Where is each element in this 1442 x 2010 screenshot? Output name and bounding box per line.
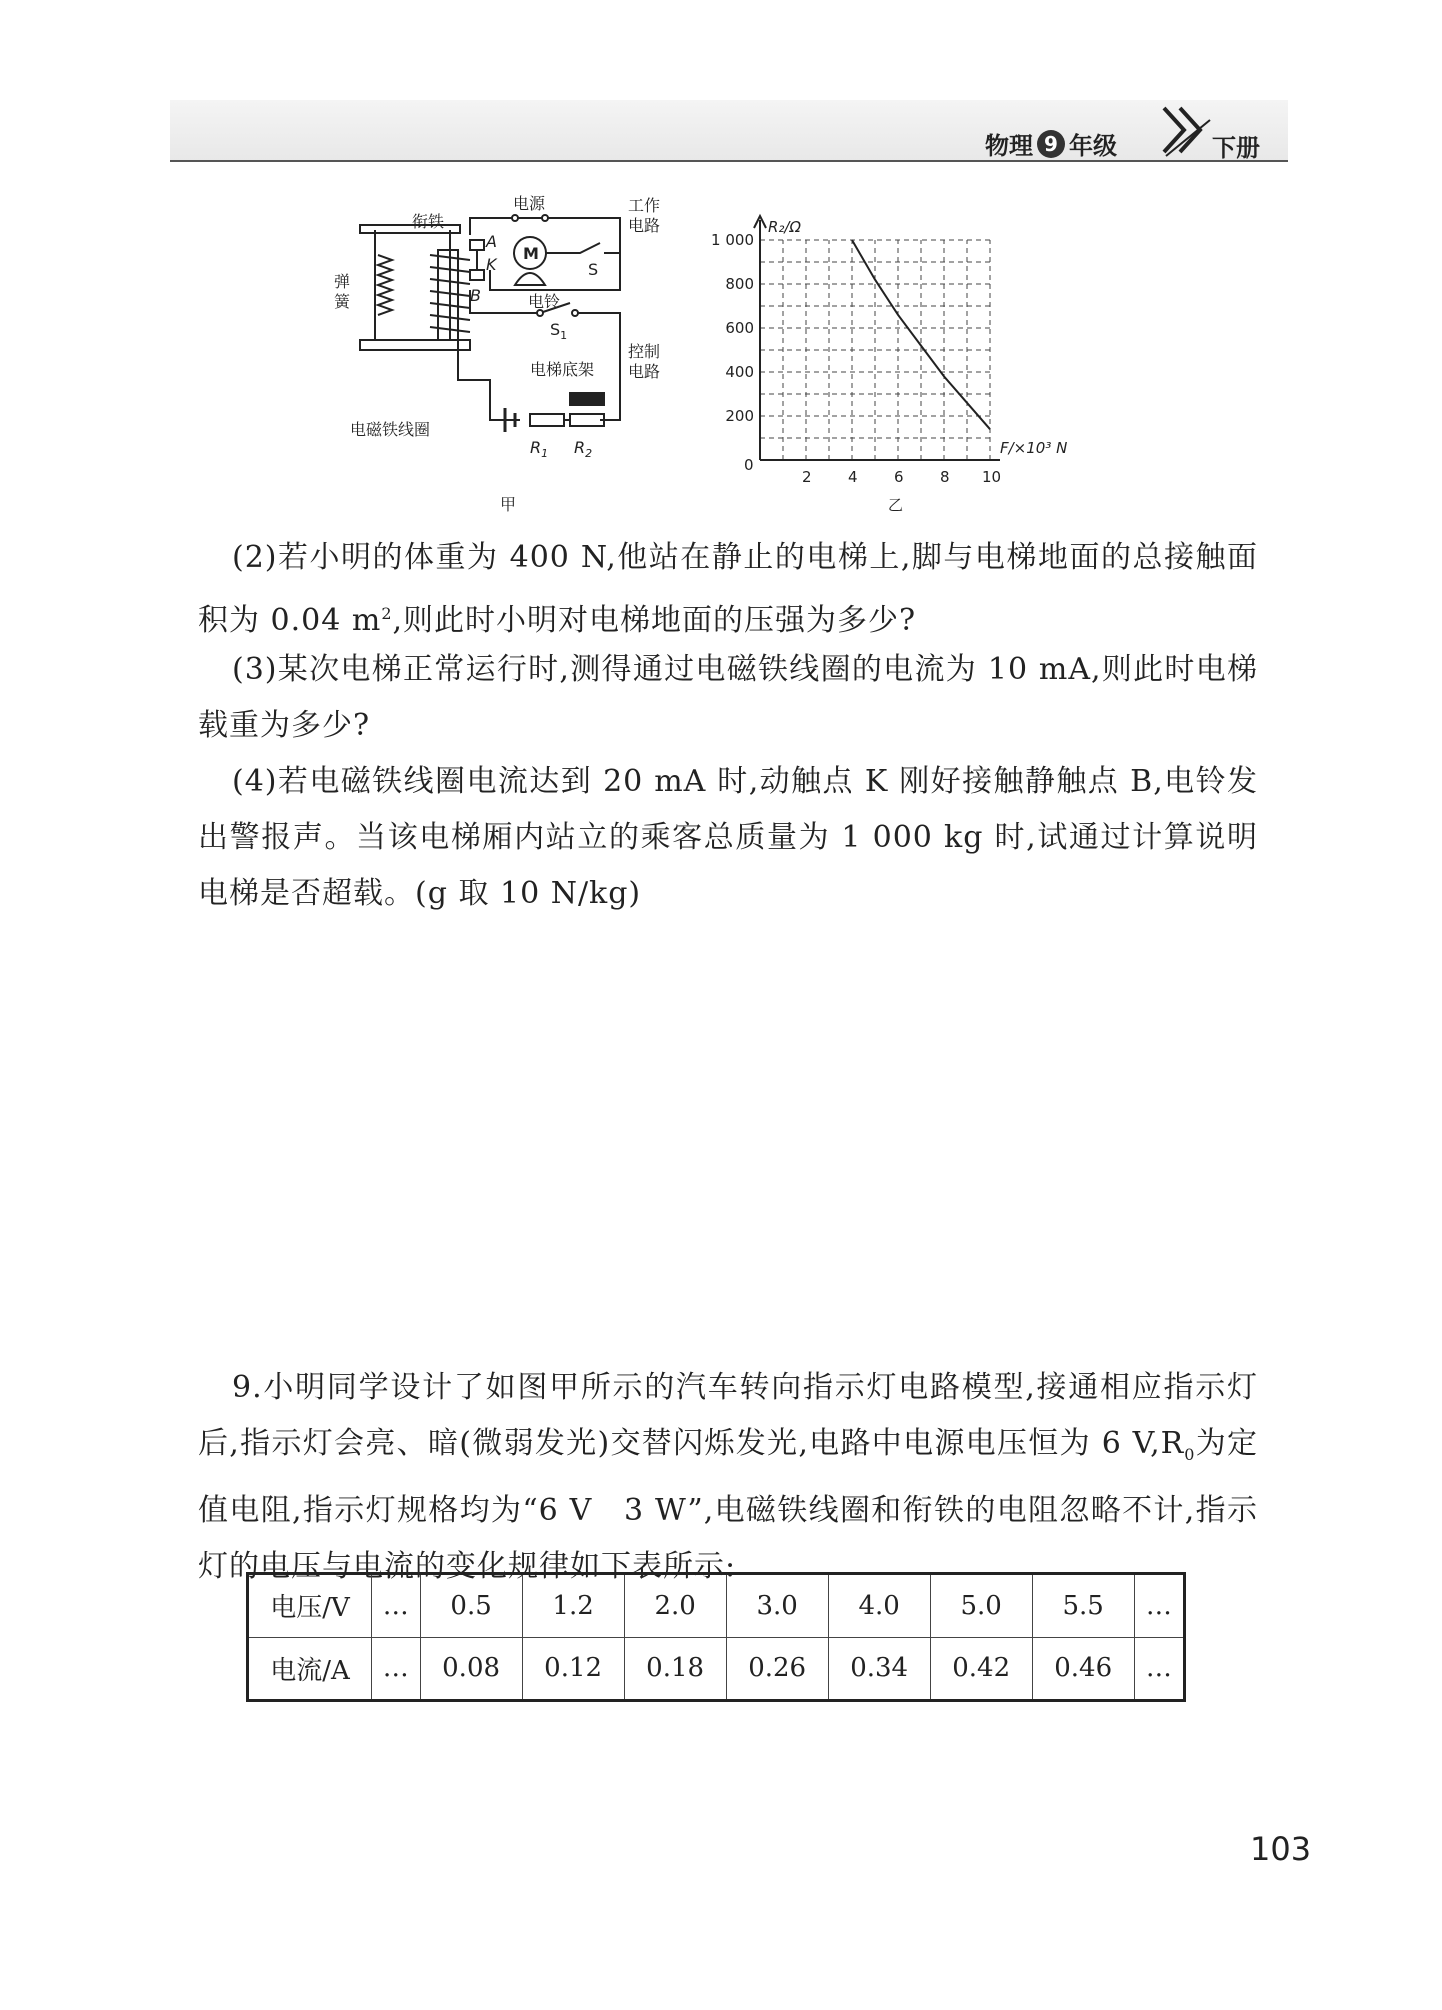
- y-tick-label: 400: [725, 363, 754, 381]
- table-cell: 0.5: [420, 1574, 522, 1638]
- question-3-text: (3)某次电梯正常运行时,测得通过电磁铁线圈的电流为 10 mA,则此时电梯载重为多少?: [198, 652, 1258, 743]
- question-9-subscript: 0: [1184, 1445, 1196, 1464]
- table-cell: 4.0: [828, 1574, 930, 1638]
- spring-label: 簧: [334, 292, 351, 311]
- question-2-text-end: ,则此时小明对电梯地面的压强为多少?: [392, 603, 917, 638]
- svg-text:S1: [550, 320, 567, 342]
- table-cell: 0.18: [624, 1637, 726, 1701]
- question-9-text-end: 为定值电阻,指示灯规格均为“6 V 3 W”,电磁铁线圈和衔铁的电阻忽略不计,指示灯的电压与电流的变化规律如下表所示:: [198, 1426, 1258, 1584]
- chart-y-label: R₂/Ω: [768, 218, 801, 236]
- grade-label: 年级: [1069, 132, 1117, 160]
- row-header: 电压/V: [248, 1574, 372, 1638]
- table-cell: 2.0: [624, 1574, 726, 1638]
- power-terminal: [512, 215, 518, 221]
- switch-s1-subscript: 1: [560, 329, 568, 342]
- table-cell: 0.12: [522, 1637, 624, 1701]
- control-circuit-label: 控制: [628, 342, 661, 361]
- question-3: [198, 642, 1258, 754]
- x-tick-label: 8: [940, 468, 950, 486]
- spring-label: 弹: [334, 272, 351, 291]
- x-tick-label: 2: [802, 468, 812, 486]
- table-row: [248, 1574, 1185, 1638]
- switch-s1-label: S: [550, 320, 561, 339]
- y-tick-label: 600: [725, 319, 754, 337]
- chart-origin-label: 0: [744, 456, 754, 474]
- chart-x-label: F/×10³ N: [1000, 439, 1068, 457]
- control-circuit-label: 电路: [628, 362, 661, 381]
- power-source-label: 电源: [513, 195, 546, 213]
- header-band: [170, 100, 1288, 162]
- figure-caption-jia: 甲: [500, 495, 517, 514]
- table-cell: 5.5: [1032, 1574, 1134, 1638]
- page-number: 103: [1250, 1830, 1312, 1868]
- volume-label: 下册: [1212, 134, 1260, 162]
- table-cell: 0.42: [930, 1637, 1032, 1701]
- circuit-diagram: [330, 195, 700, 525]
- x-tick-label: 4: [848, 468, 858, 486]
- table-cell: …: [1134, 1574, 1184, 1638]
- contact-b-label: B: [470, 286, 481, 305]
- question-2: [198, 530, 1258, 649]
- x-tick-label: 10: [982, 468, 1002, 486]
- r1-label: R: [530, 438, 542, 457]
- work-circuit-label: 工作: [628, 196, 661, 215]
- question-4: [198, 754, 1258, 922]
- svg-text:R1: [530, 438, 548, 460]
- x-tick-label: 6: [894, 468, 904, 486]
- question-2-text: (2)若小明的体重为 400 N,他站在静止的电梯上,脚与电梯地面的总接触面积为 0.04 m: [198, 540, 1258, 638]
- work-circuit-label: 电路: [628, 216, 661, 235]
- table-cell: 1.2: [522, 1574, 624, 1638]
- row-header: 电流/A: [248, 1637, 372, 1701]
- figure-caption-yi: 乙: [888, 496, 904, 514]
- r2-subscript: 2: [585, 447, 593, 460]
- switch-s-label: S: [588, 260, 599, 279]
- table-cell: …: [372, 1574, 421, 1638]
- resistance-force-chart: [700, 210, 1120, 535]
- question-4-text: (4)若电磁铁线圈电流达到 20 mA 时,动触点 K 刚好接触静触点 B,电铃发出警报声。当该电梯厢内站立的乘客总质量为 1 000 kg 时,试通过计算说明电梯是否超载。(g 取 10 N/kg): [198, 764, 1258, 911]
- grade-number-badge: 9: [1037, 130, 1065, 158]
- power-terminal: [542, 215, 548, 221]
- table-cell: 0.08: [420, 1637, 522, 1701]
- bell-label: 电铃: [528, 292, 561, 311]
- table-cell: …: [1134, 1637, 1184, 1701]
- r1-subscript: 1: [541, 447, 549, 460]
- table-cell: 0.46: [1032, 1637, 1134, 1701]
- elevator-base-label: 电梯底架: [530, 360, 595, 379]
- table-row: [248, 1637, 1185, 1701]
- header-subject: [985, 126, 1117, 161]
- contact-k-label: K: [486, 255, 497, 274]
- y-tick-label: 1 000: [711, 231, 754, 249]
- header-rule: [170, 160, 1288, 162]
- r2-label: R: [574, 438, 586, 457]
- chevron-double-right-icon: [1158, 100, 1218, 160]
- question-9-text: 9.小明同学设计了如图甲所示的汽车转向指示灯电路模型,接通相应指示灯后,指示灯会亮、暗(微弱发光)交替闪烁发光,电路中电源电压恒为 6 V,R: [198, 1370, 1258, 1461]
- armature-label: 衔铁: [412, 212, 445, 231]
- voltage-current-table: [246, 1572, 1186, 1702]
- bell-symbol: [515, 273, 545, 285]
- question-2-superscript: 2: [381, 604, 393, 623]
- y-tick-label: 200: [725, 407, 754, 425]
- svg-text:R2: [574, 438, 592, 460]
- question-9: [198, 1360, 1258, 1595]
- table-cell: 0.34: [828, 1637, 930, 1701]
- chart-grid: [760, 240, 990, 460]
- y-tick-label: 800: [725, 275, 754, 293]
- spring-symbol: [378, 255, 392, 315]
- contact-a-label: A: [486, 232, 497, 251]
- table-cell: 5.0: [930, 1574, 1032, 1638]
- table-cell: 3.0: [726, 1574, 828, 1638]
- subject-label: 物理: [985, 132, 1033, 160]
- table-cell: …: [372, 1637, 421, 1701]
- coil-label: 电磁铁线圈: [350, 420, 431, 439]
- motor-label: M: [523, 244, 539, 263]
- table-cell: 0.26: [726, 1637, 828, 1701]
